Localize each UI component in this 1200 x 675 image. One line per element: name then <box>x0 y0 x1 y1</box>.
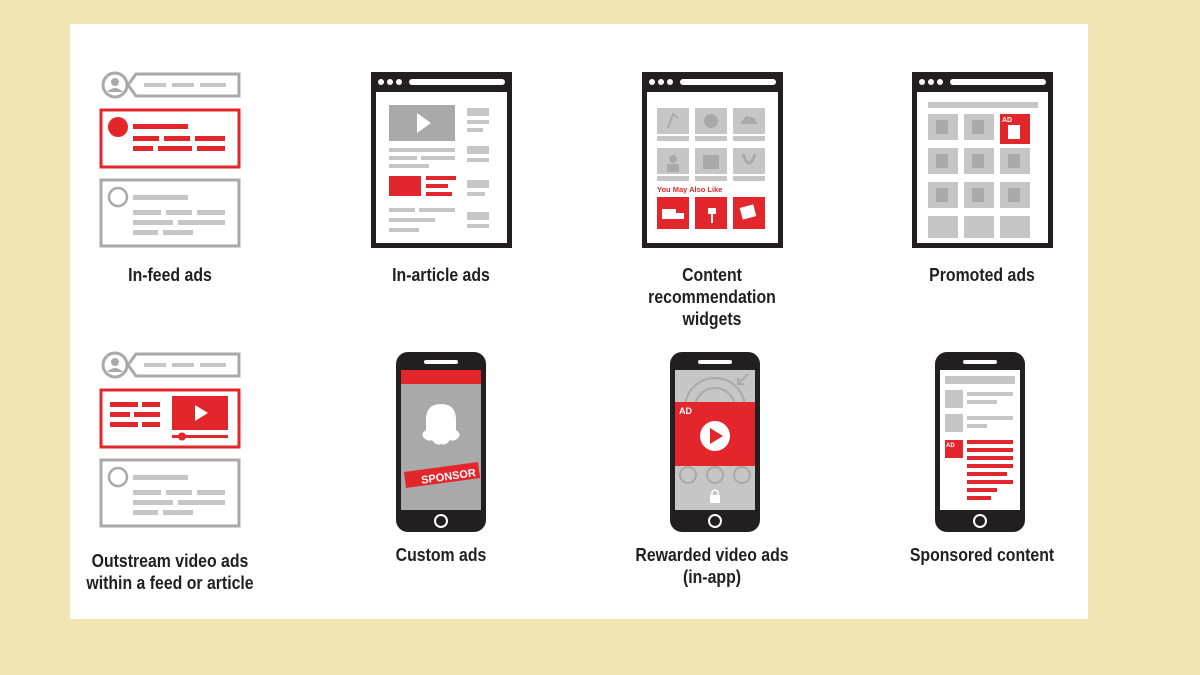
sponsored-ad-badge: AD <box>946 443 955 449</box>
rewarded-ad-badge: AD <box>679 406 692 416</box>
sponsor-banner-text: SPONSOR <box>420 467 477 487</box>
sponsored-content-label: Sponsored content <box>909 545 1055 565</box>
custom-ads-illustration <box>396 352 486 532</box>
in-feed-ads-illustration <box>98 70 243 250</box>
rewarded-video-ads-illustration <box>670 352 760 532</box>
content-recommendation-illustration <box>642 72 783 248</box>
content-recommendation-label <box>615 264 809 330</box>
promoted-ads-label: Promoted ads <box>929 265 1035 285</box>
promoted-ad-badge: AD <box>1002 117 1013 124</box>
in-article-ads-label: In-article ads <box>392 265 490 285</box>
sponsored-content-illustration <box>935 352 1025 532</box>
outstream-video-ads-label-line-2: within a feed or article <box>86 573 254 593</box>
custom-ads-label: Custom ads <box>395 545 487 565</box>
ad-formats-panel <box>70 24 1088 619</box>
content-recommendation-label-line-2: recommendation <box>648 287 776 307</box>
content-recommendation-label-line-3: widgets <box>682 309 742 329</box>
rewarded-video-ads-label-line-2: (in-app) <box>682 567 742 587</box>
rewarded-video-ads-label <box>615 544 809 588</box>
in-article-ads-illustration <box>371 72 512 248</box>
outstream-video-ads-label-line-1: Outstream video ads <box>91 551 249 571</box>
in-feed-ads-label: In-feed ads <box>128 265 212 285</box>
you-may-also-like-text: You May Also Like <box>657 185 723 194</box>
rewarded-video-ads-label-line-1: Rewarded video ads <box>635 545 789 565</box>
outstream-video-ads-label <box>73 550 267 594</box>
promoted-ads-illustration <box>912 72 1053 248</box>
content-recommendation-label-line-1: Content <box>682 265 742 285</box>
outstream-video-ads-illustration <box>98 350 243 530</box>
